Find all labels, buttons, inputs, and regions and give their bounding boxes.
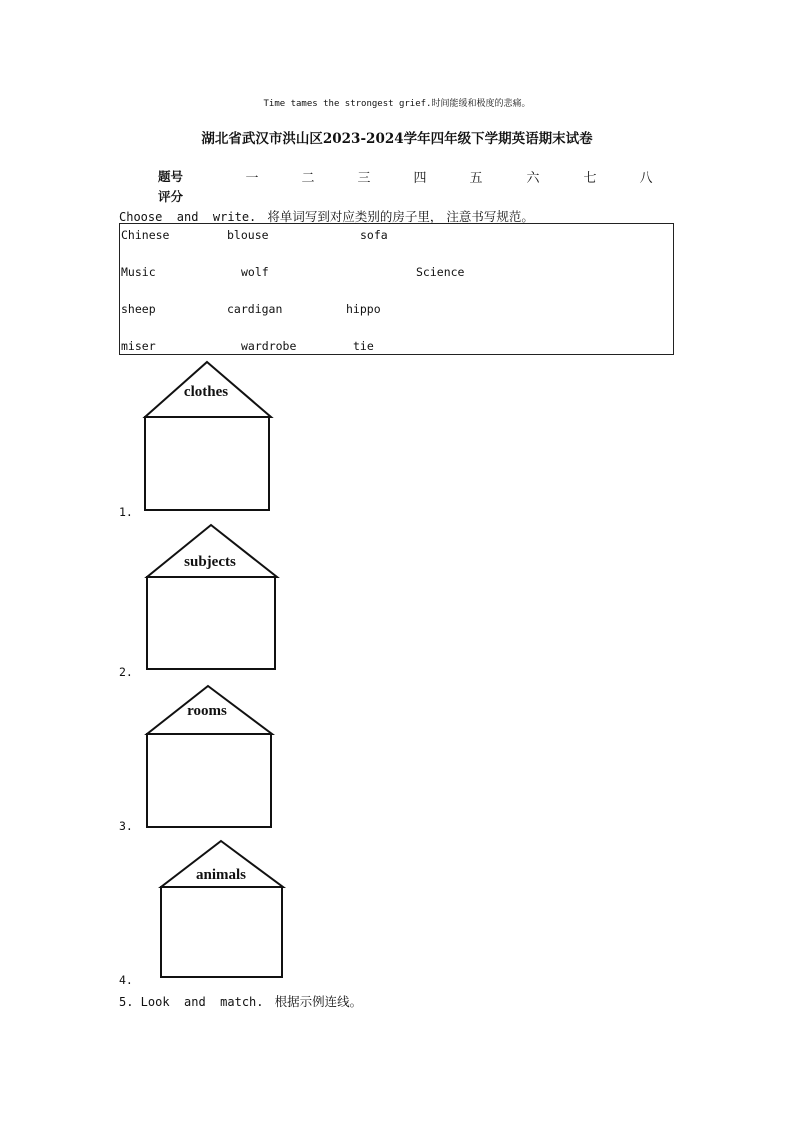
- word-cardigan: cardigan: [227, 302, 283, 316]
- score-col-6: 六: [526, 171, 540, 186]
- house-label-subjects: subjects: [184, 554, 236, 570]
- word-chinese: Chinese: [121, 228, 170, 242]
- house-number-2: 2.: [119, 665, 133, 679]
- house-number-3: 3.: [119, 819, 133, 833]
- score-col-5: 五: [469, 171, 483, 186]
- section5-instruction-cn: 根据示例连线。: [274, 994, 363, 1009]
- house-label-clothes: clothes: [183, 384, 229, 400]
- exam-title: 湖北省武汉市洪山区2023-2024学年四年级下学期英语期末试卷: [201, 131, 593, 147]
- score-table-row-label-number: 题号: [158, 169, 184, 184]
- house-number-4: 4.: [119, 973, 133, 987]
- score-col-4: 四: [413, 171, 427, 186]
- score-col-7: 七: [583, 171, 597, 186]
- motto: Time tames the strongest grief.时间能缓和极度的悲痛。: [263, 99, 531, 109]
- section5-instruction: [119, 991, 362, 1010]
- word-miser: miser: [121, 339, 156, 353]
- score-col-3: 三: [357, 171, 371, 186]
- word-wolf: wolf: [241, 265, 269, 279]
- house-clothes-drawing: [143, 360, 273, 512]
- section1-instruction-cn: 将单词写到对应类别的房子里， 注意书写规范。: [267, 209, 534, 224]
- word-science: Science: [416, 265, 465, 279]
- score-col-2: 二: [301, 171, 315, 186]
- section1-instruction-en: Choose and write.: [119, 210, 257, 224]
- house-label-animals: animals: [195, 867, 246, 883]
- word-bank-box: [119, 223, 674, 355]
- word-hippo: hippo: [346, 302, 381, 316]
- score-col-1: 一: [245, 171, 259, 186]
- house-subjects-drawing: [145, 523, 279, 671]
- score-col-8: 八: [639, 171, 653, 186]
- word-sofa: sofa: [360, 228, 388, 242]
- house-label-rooms: rooms: [187, 703, 227, 719]
- section5-instruction-en: 5. Look and match.: [119, 995, 264, 1009]
- word-wardrobe: wardrobe: [241, 339, 297, 353]
- word-tie: tie: [353, 339, 374, 353]
- word-blouse: blouse: [227, 228, 269, 242]
- word-sheep: sheep: [121, 302, 156, 316]
- house-number-1: 1.: [119, 505, 133, 519]
- house-animals-drawing: [159, 839, 287, 979]
- word-music: Music: [121, 265, 156, 279]
- score-table-row-label-score: 评分: [158, 189, 184, 204]
